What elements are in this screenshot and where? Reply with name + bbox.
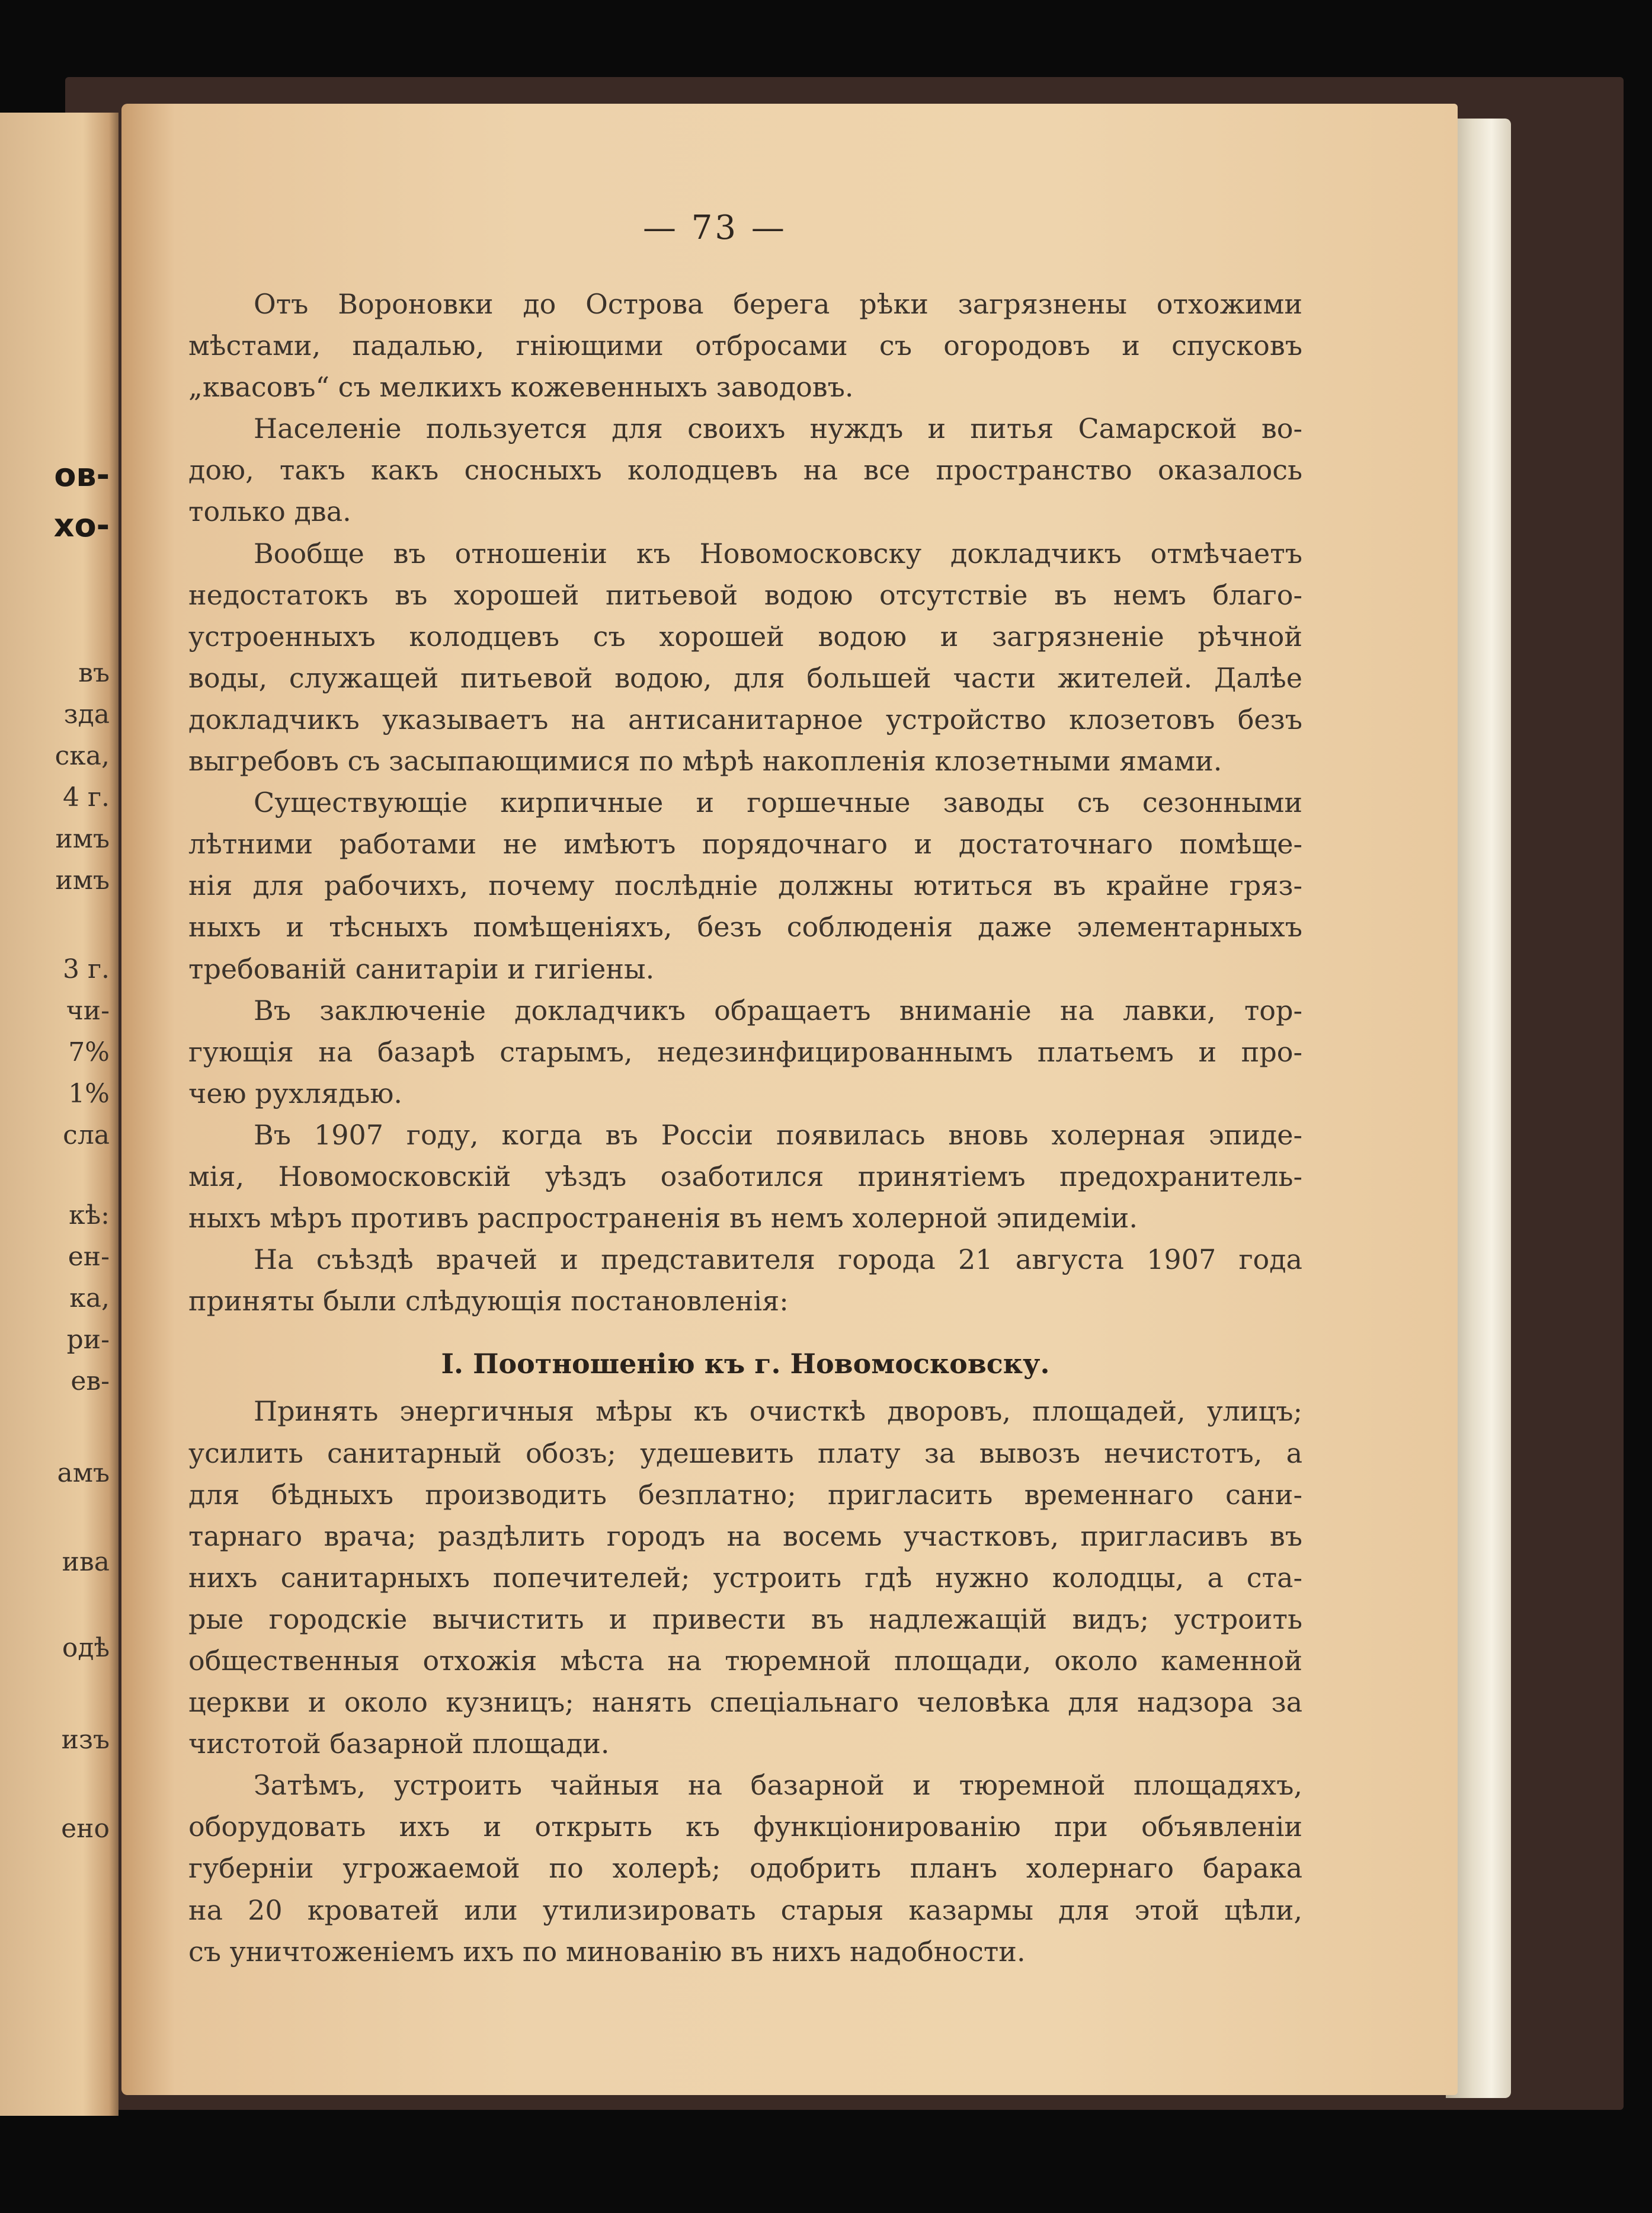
text-line: губерніи угрожаемой по холерѣ; одобрить планъ холернаго барака — [188, 1852, 1302, 1885]
text-line: Въ заключеніе докладчикъ обращаетъ вниманіе на лавки, тор- — [254, 994, 1302, 1026]
text-line: для бѣдныхъ производить безплатно; пригласить временнаго сани- — [188, 1478, 1302, 1511]
text-line: выгребовъ съ засыпающимися по мѣрѣ накопленія клозетными ямами. — [188, 745, 1222, 778]
text-line: рые городскіе вычистить и привести въ надлежащій видъ; устроить — [188, 1603, 1302, 1635]
text-line: только два. — [188, 495, 351, 528]
left-page-fragment: въ — [78, 658, 110, 688]
text-line: нихъ санитарныхъ попечителей; устроить гдѣ нужно колодцы, а ста- — [188, 1561, 1302, 1594]
left-page-fragment: имъ — [55, 824, 110, 854]
left-page-fragment: ри- — [66, 1325, 110, 1355]
text-line: чею рухлядью. — [188, 1077, 403, 1109]
text-line: общественныя отхожія мѣста на тюремной площади, около каменной — [188, 1645, 1302, 1677]
left-page-fragment: ива — [62, 1547, 110, 1577]
text-line: тарнаго врача; раздѣлить городъ на восемь участковъ, пригласивъ въ — [188, 1520, 1302, 1552]
text-line: дою, такъ какъ сносныхъ колодцевъ на все пространство оказалось — [188, 454, 1302, 487]
left-page-fragment: ен- — [68, 1242, 110, 1272]
left-page-fragment: кѣ: — [69, 1200, 110, 1230]
text-line: Затѣмъ, устроить чайныя на базарной и тюремной площадяхъ, — [254, 1769, 1302, 1802]
text-line: мія, Новомосковскій уѣздъ озаботился принятіемъ предохранитель- — [188, 1160, 1302, 1192]
left-page-fragment: ено — [61, 1814, 110, 1844]
text-line: приняты были слѣдующія постановленія: — [188, 1285, 789, 1317]
text-line: оборудовать ихъ и открыть къ функціонированію при объявленіи — [188, 1811, 1302, 1843]
text-line: недостатокъ въ хорошей питьевой водою отсутствіе въ немъ благо- — [188, 578, 1302, 611]
left-page-fragment: ев- — [71, 1366, 110, 1396]
text-line: чистотой базарной площади. — [188, 1728, 610, 1760]
left-page-fragment: зда — [63, 699, 110, 730]
left-page-fragment: хо- — [53, 507, 110, 544]
text-line: воды, служащей питьевой водою, для большей части жителей. Далѣе — [188, 661, 1302, 694]
text-line: ныхъ мѣръ противъ распространенія въ немъ холерной эпидеміи. — [188, 1202, 1138, 1235]
left-page-fragment: изъ — [61, 1725, 110, 1755]
text-line: церкви и около кузницъ; нанять спеціальнаго человѣка для надзора за — [188, 1686, 1302, 1719]
text-line: Населеніе пользуется для своихъ нуждъ и питья Самарской во- — [254, 412, 1302, 445]
left-page-fragment: амъ — [57, 1458, 110, 1488]
page-body — [188, 283, 1302, 1972]
text-line: Принять энергичныя мѣры къ очисткѣ дворовъ, площадей, улицъ; — [254, 1395, 1302, 1428]
left-page-fragment: 7% — [68, 1037, 110, 1067]
left-page-fragment: сла — [63, 1120, 110, 1150]
text-line: усилить санитарный обозъ; удешевить плату за вывозъ нечистотъ, а — [188, 1437, 1302, 1469]
text-line: гующія на базарѣ старымъ, недезинфицированнымъ платьемъ и про- — [188, 1035, 1302, 1068]
text-line: Вообще въ отношеніи къ Новомосковску докладчикъ отмѣчаетъ — [254, 537, 1302, 570]
text-line: Существующіе кирпичные и горшечные заводы съ сезонными — [254, 786, 1302, 819]
text-line: требованій санитаріи и гигіены. — [188, 952, 655, 985]
text-line: Въ 1907 году, когда въ Россіи появилась вновь холерная эпиде- — [254, 1118, 1302, 1151]
text-line: Отъ Вороновки до Острова берега рѣки загрязнены отхожими — [254, 288, 1302, 320]
text-line: съ уничтоженіемъ ихъ по минованію въ нихъ надобности. — [188, 1935, 1026, 1968]
page-number: — 73 — — [643, 209, 787, 247]
left-page-fragment: 1% — [68, 1079, 110, 1109]
left-page-fragment: ка, — [69, 1283, 110, 1313]
text-line: На съѣздѣ врачей и представителя города 21 августа 1907 года — [254, 1243, 1302, 1276]
left-page-fragment: одѣ — [62, 1633, 110, 1663]
left-page-fragment: ов- — [54, 456, 110, 494]
left-page — [0, 113, 119, 2116]
left-page-fragment: имъ — [55, 865, 110, 896]
left-page-fragment: ска, — [55, 741, 110, 771]
left-page-fragment: 3 г. — [62, 954, 110, 984]
left-page-fragment: чи- — [66, 996, 110, 1026]
text-line: на 20 кроватей или утилизировать старыя казармы для этой цѣли, — [188, 1894, 1302, 1926]
left-page-fragment: 4 г. — [62, 782, 110, 813]
text-line: лѣтними работами не имѣютъ порядочнаго и достаточнаго помѣще- — [188, 828, 1302, 861]
text-line: „квасовъ“ съ мелкихъ кожевенныхъ заводовъ. — [188, 371, 854, 404]
text-line: ныхъ и тѣсныхъ помѣщеніяхъ, безъ соблюденія даже элементарныхъ — [188, 911, 1302, 944]
text-line: мѣстами, падалью, гніющими отбросами съ огородовъ и спусковъ — [188, 330, 1302, 362]
text-line: устроенныхъ колодцевъ съ хорошей водою и загрязненіе рѣчной — [188, 620, 1302, 653]
section-heading: I. Поотношенію къ г. Новомосковску. — [441, 1348, 1050, 1380]
text-line: нія для рабочихъ, почему послѣдніе должны ютиться въ крайне гряз- — [188, 869, 1302, 902]
text-line: докладчикъ указываетъ на антисанитарное устройство клозетовъ безъ — [188, 703, 1302, 735]
